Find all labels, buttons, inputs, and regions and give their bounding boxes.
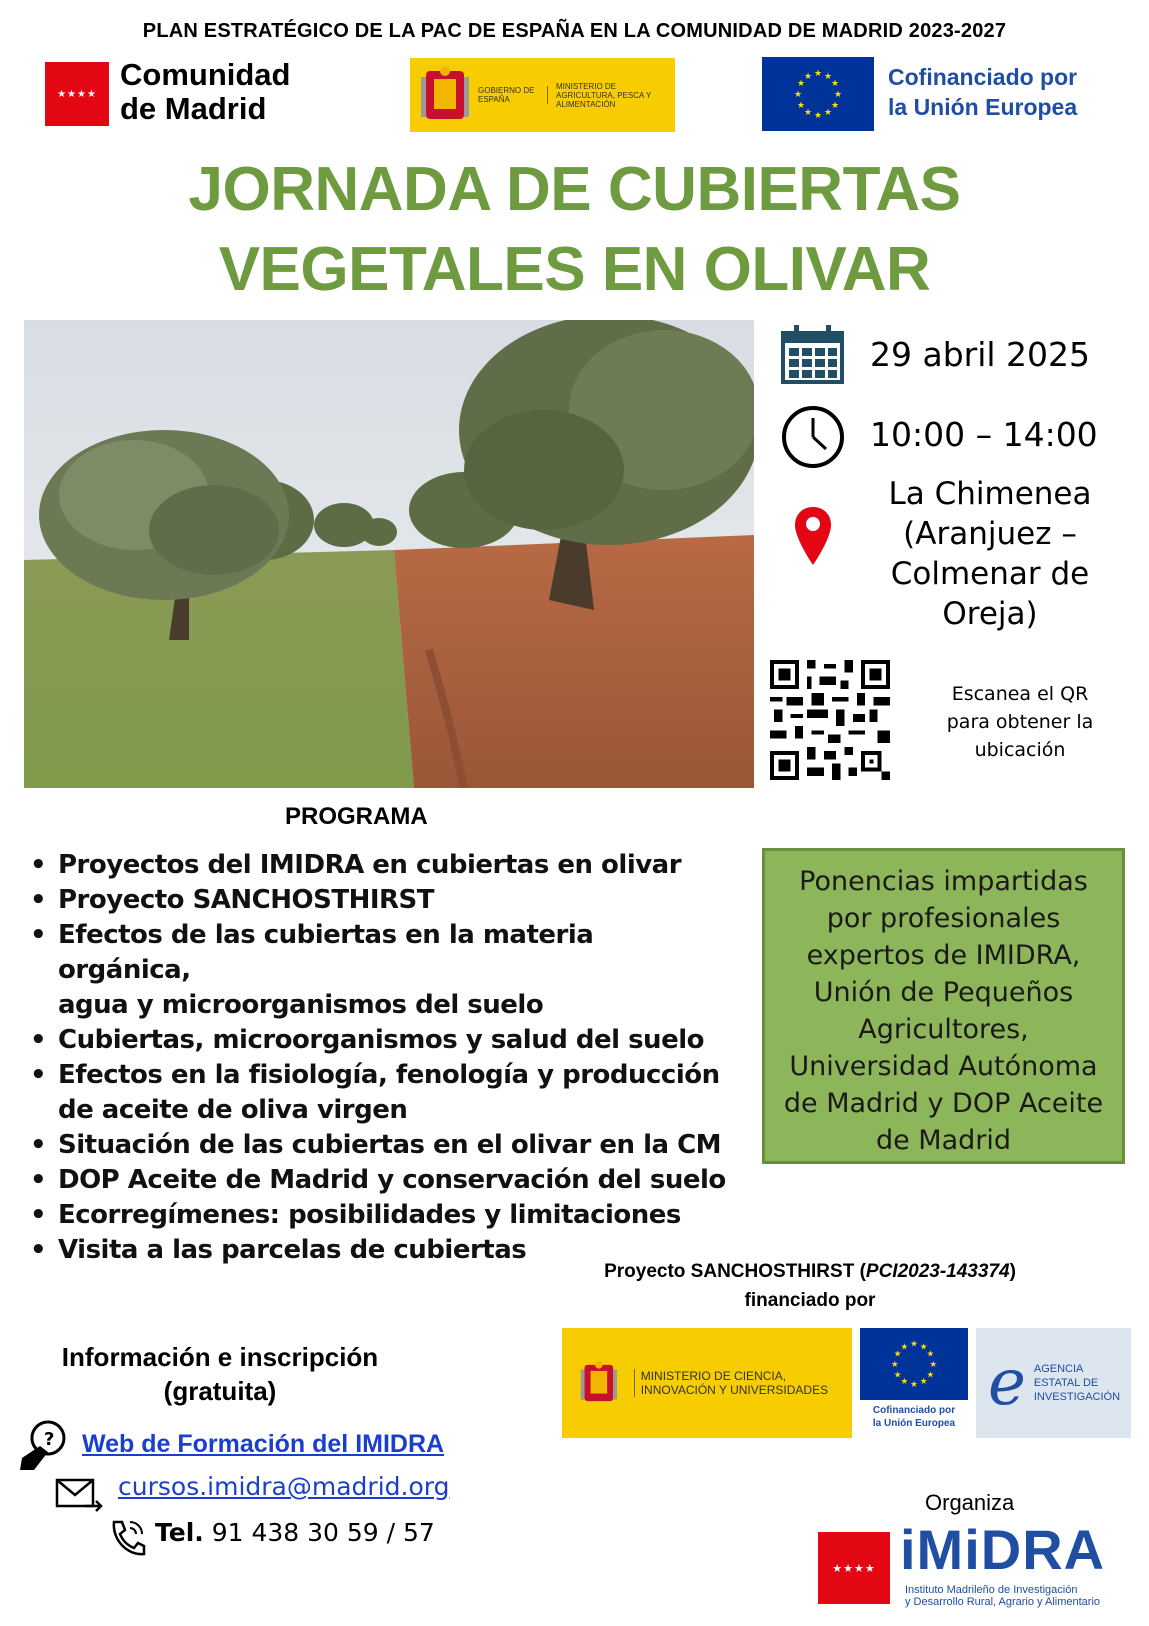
aei-line1: AGENCIA: [1033, 1363, 1084, 1375]
info-heading-line2: (gratuita): [163, 1376, 277, 1406]
imidra-sub-line2: y Desarrollo Rural, Agrario y Alimentario: [905, 1596, 1101, 1608]
imidra-sub-line1: Instituto Madrileño de Investigación: [905, 1584, 1078, 1596]
aei-line3: INVESTIGACIÓN: [1033, 1391, 1121, 1403]
svg-text:?: ?: [44, 1429, 55, 1450]
bullet-icon: •: [30, 1025, 47, 1055]
svg-text:★: ★: [803, 108, 813, 118]
project-financing-text: [560, 1257, 1060, 1315]
ponencias-box: [762, 848, 1125, 1164]
bullet-icon: •: [30, 1060, 47, 1090]
eu-cofinanciado-text: [888, 62, 1128, 122]
programa-item-line: Proyecto SANCHOSTHIRST: [58, 885, 435, 915]
title-line1: JORNADA DE CUBIERTAS: [188, 155, 961, 224]
svg-text:★: ★: [833, 90, 843, 100]
svg-text:★: ★: [910, 1380, 918, 1391]
aei-line2: ESTATAL DE: [1033, 1377, 1099, 1389]
svg-text:★: ★: [900, 1342, 909, 1353]
bullet-icon: •: [30, 920, 47, 950]
programa-item-line: Situación de las cubiertas en el olivar en la CM: [58, 1130, 722, 1160]
svg-text:★: ★: [823, 72, 833, 82]
eu-flag-icon: [860, 1328, 968, 1400]
ponencias-line: Universidad Autónoma: [789, 1051, 1098, 1082]
comunidad-madrid-flag-icon: ★★★★: [45, 62, 109, 126]
aei-logo: [976, 1328, 1131, 1438]
svg-text:★: ★: [796, 101, 806, 111]
gobierno-text: GOBIERNO DE ESPAÑA: [478, 86, 548, 104]
programa-item: [30, 1198, 730, 1233]
imidra-subtitle: [905, 1584, 1145, 1608]
eu-caption-line1: Cofinanciado por: [872, 1405, 956, 1416]
coat-of-arms-icon: [420, 65, 470, 125]
svg-text:★: ★: [926, 1370, 935, 1381]
event-date: 29 abril 2025: [870, 335, 1091, 374]
qr-code[interactable]: [770, 660, 890, 780]
bullet-icon: •: [30, 885, 47, 915]
svg-text:★: ★: [900, 1377, 909, 1388]
bullet-icon: •: [30, 1130, 47, 1160]
web-formacion-link[interactable]: Web de Formación del IMIDRA: [82, 1430, 445, 1458]
cm-logo-line2: de Madrid: [120, 91, 267, 126]
programa-item: [30, 1058, 730, 1128]
svg-text:★: ★: [893, 1370, 902, 1381]
ponencias-line: Unión de Pequeños: [813, 977, 1074, 1008]
programa-heading: PROGRAMA: [285, 803, 428, 830]
programa-item-line: de aceite de oliva virgen: [58, 1095, 408, 1125]
qr-line1: Escanea el QR: [951, 683, 1089, 705]
svg-text:★: ★: [893, 1349, 902, 1360]
svg-text:★: ★: [929, 1359, 938, 1370]
plan-header: PLAN ESTRATÉGICO DE LA PAC DE ESPAÑA EN LA COMUNIDAD DE MADRID 2023-2027: [142, 20, 1007, 42]
calendar-icon: [780, 323, 845, 385]
location-line2: (Aranjuez –: [903, 516, 1077, 552]
project-line1-prefix: Proyecto SANCHOSTHIRST (: [604, 1261, 866, 1282]
ponencias-line: expertos de IMIDRA,: [806, 940, 1081, 971]
aei-text: [1034, 1362, 1120, 1404]
qr-instructions: [920, 680, 1120, 764]
coat-of-arms-icon: [580, 1347, 618, 1419]
svg-text:★: ★: [830, 79, 840, 89]
comunidad-madrid-flag-icon: ★★★★: [818, 1532, 890, 1604]
svg-text:★: ★: [813, 111, 823, 121]
location-line4: Oreja): [942, 596, 1038, 632]
eu-line2: la Unión Europea: [888, 94, 1078, 120]
svg-text:★: ★: [830, 101, 840, 111]
location-line1: La Chimenea: [888, 476, 1092, 512]
phone-icon: [108, 1518, 146, 1558]
title-line2: VEGETALES EN OLIVAR: [218, 235, 931, 304]
programa-item: [30, 883, 730, 918]
programa-list: [30, 848, 730, 1268]
location-line3: Colmenar de: [890, 556, 1090, 592]
project-code: PCI2023-143374: [865, 1261, 1010, 1282]
info-heading-line1: Información e inscripción: [61, 1342, 379, 1372]
location-pin-icon: [793, 505, 833, 567]
phone-value: 91 438 30 59 / 57: [203, 1518, 435, 1547]
project-line1-suffix: ): [1009, 1261, 1016, 1282]
aei-e-icon: e: [988, 1346, 1026, 1420]
programa-item-line: Proyectos del IMIDRA en cubiertas en olivar: [58, 850, 682, 880]
phone-label: Tel.: [155, 1518, 204, 1547]
programa-item: [30, 1163, 730, 1198]
programa-item: [30, 1128, 730, 1163]
qr-line3: ubicación: [974, 739, 1066, 761]
comunidad-madrid-logo-text: [120, 58, 340, 126]
ponencias-line: de Madrid: [875, 1125, 1012, 1156]
programa-item-line: Visita a las parcelas de cubiertas: [58, 1235, 527, 1265]
project-line1: [560, 1257, 1060, 1286]
programa-item-line: agua y microorganismos del suelo: [58, 990, 544, 1020]
ministerio-ciencia-text: MINISTERIO DE CIENCIA, INNOVACIÓN Y UNIVERSIDADES: [634, 1369, 852, 1397]
ponencias-line: de Madrid y DOP Aceite: [783, 1088, 1104, 1119]
svg-text:★: ★: [803, 72, 813, 82]
bullet-icon: •: [30, 1165, 47, 1195]
imidra-logo-text: iMiDRA: [900, 1518, 1106, 1581]
info-heading: [30, 1340, 410, 1408]
cm-logo-line1: Comunidad: [120, 57, 291, 92]
eu-flag-icon: [762, 57, 874, 131]
olive-grove-photo: [24, 320, 754, 788]
svg-text:★: ★: [919, 1377, 928, 1388]
clock-icon: [780, 404, 846, 470]
ponencias-line: Agricultores,: [858, 1014, 1029, 1045]
eu-caption-line2: la Unión Europea: [872, 1418, 956, 1429]
eu-caption: [873, 1404, 955, 1430]
eu-line1: Cofinanciado por: [888, 64, 1078, 90]
programa-item: [30, 848, 730, 883]
programa-item-line: Efectos de las cubiertas en la materia orgánica,: [58, 920, 594, 985]
programa-item: [30, 918, 730, 1023]
svg-text:★: ★: [890, 1359, 899, 1370]
qr-line2: para obtener la: [946, 711, 1094, 733]
email-link[interactable]: cursos.imidra@madrid.org: [118, 1472, 450, 1501]
svg-text:★: ★: [813, 69, 823, 79]
gobierno-espana-logo: [410, 58, 675, 132]
programa-item-line: DOP Aceite de Madrid y conservación del suelo: [58, 1165, 726, 1195]
event-title: [0, 150, 1149, 310]
email-icon: [55, 1478, 103, 1512]
touch-hand-icon: [18, 1418, 68, 1474]
svg-text:★: ★: [796, 79, 806, 89]
svg-text:★: ★: [793, 90, 803, 100]
bullet-icon: •: [30, 1235, 47, 1265]
bullet-icon: •: [30, 1200, 47, 1230]
project-line2: financiado por: [744, 1290, 876, 1311]
programa-item-line: Cubiertas, microorganismos y salud del suelo: [58, 1025, 704, 1055]
phone-number: [155, 1518, 435, 1547]
svg-text:★: ★: [919, 1342, 928, 1353]
bullet-icon: •: [30, 850, 47, 880]
event-location: [870, 474, 1110, 634]
ponencias-line: por profesionales: [826, 903, 1061, 934]
programa-item-line: Efectos en la fisiología, fenología y producción: [58, 1060, 720, 1090]
ministerio-agricultura-text: MINISTERIO DE AGRICULTURA, PESCA Y ALIMENTACIÓN: [556, 81, 652, 109]
svg-text:★: ★: [823, 108, 833, 118]
svg-text:★: ★: [910, 1339, 918, 1350]
organiza-label: Organiza: [925, 1490, 1015, 1515]
ministerio-ciencia-logo: [562, 1328, 852, 1438]
funding-logos: [562, 1328, 1131, 1440]
eu-cofinanciado-logo: [858, 1328, 970, 1438]
event-time: 10:00 – 14:00: [870, 415, 1098, 454]
svg-text:★: ★: [926, 1349, 935, 1360]
programa-item: [30, 1023, 730, 1058]
ponencias-line: Ponencias impartidas: [799, 866, 1088, 897]
programa-item-line: Ecorregímenes: posibilidades y limitaciones: [58, 1200, 681, 1230]
